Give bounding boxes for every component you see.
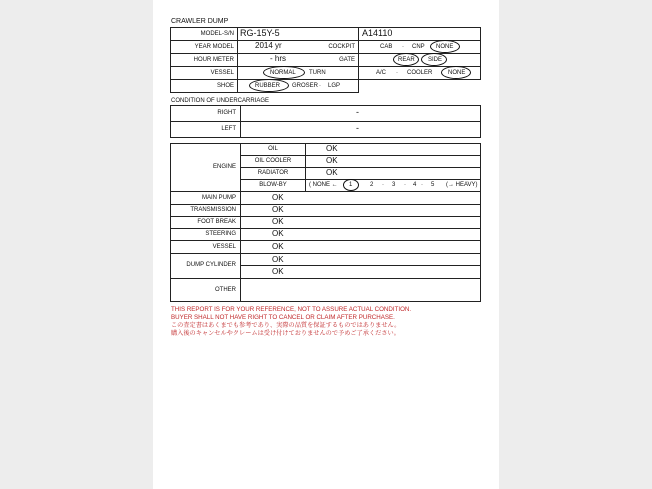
year-label: YEAR MODEL bbox=[194, 44, 234, 50]
steering-label: STEERING bbox=[205, 231, 236, 237]
radiator-value: OK bbox=[326, 168, 338, 177]
cockpit-selected-circle bbox=[430, 40, 460, 53]
blowby-scale-right: (→ HEAVY) bbox=[446, 182, 478, 188]
shoe-option-groser: GROSER bbox=[292, 83, 319, 89]
gate-label: GATE bbox=[339, 57, 355, 63]
disclaimer-line-1: THIS REPORT IS FOR YOUR REFERENCE, NOT TO ASSURE ACTUAL CONDITION. bbox=[171, 306, 412, 313]
shoe-option-rubber: RUBBER bbox=[255, 83, 281, 89]
main-pump-label: MAIN PUMP bbox=[201, 195, 236, 201]
gate-side-circle bbox=[421, 53, 447, 66]
model-value: RG-15Y-5 bbox=[240, 28, 280, 38]
ac-selected-circle bbox=[441, 66, 471, 79]
cockpit-label: COCKPIT bbox=[328, 44, 355, 50]
vessel-condition-value: OK bbox=[272, 242, 284, 251]
transmission-label: TRANSMISSION bbox=[190, 207, 236, 213]
transmission-value: OK bbox=[272, 205, 284, 214]
blowby-scale-left: ( NONE ← bbox=[309, 182, 338, 188]
gate-option-side: SIDE bbox=[428, 57, 443, 63]
right-label: RIGHT bbox=[217, 110, 236, 116]
blowby-sep-3: · bbox=[421, 182, 423, 188]
cockpit-option-cab: CAB bbox=[380, 44, 393, 50]
shoe-option-lgp: LGP bbox=[328, 83, 341, 89]
oil-cooler-label: OIL COOLER bbox=[254, 158, 292, 164]
left-value: - bbox=[356, 123, 359, 133]
model-label: MODEL-S/N bbox=[200, 31, 234, 37]
steering-value: OK bbox=[272, 229, 284, 238]
gate-option-rear: REAR bbox=[398, 57, 415, 63]
vessel-selected-circle bbox=[263, 66, 305, 79]
radiator-label: RADIATOR bbox=[257, 170, 289, 176]
cockpit-option-cnp: CNP bbox=[412, 44, 425, 50]
disclaimer-line-3: この査定書はあくまでも参考であり、実際の品質を保証するものではありません。 bbox=[171, 322, 401, 329]
ac-option-cooler: COOLER bbox=[407, 70, 433, 76]
gate-rear-circle bbox=[393, 53, 419, 66]
blowby-selected-circle bbox=[343, 179, 359, 191]
left-label: LEFT bbox=[221, 126, 236, 132]
hour-label: HOUR METER bbox=[193, 57, 234, 63]
vessel-condition-label: VESSEL bbox=[212, 244, 236, 250]
shoe-sep: · bbox=[319, 83, 321, 89]
vessel-option-turn: TURN bbox=[309, 70, 326, 76]
blowby-level-3: 3 bbox=[392, 182, 396, 188]
year-value: 2014 yr bbox=[255, 41, 282, 50]
other-label: OTHER bbox=[215, 287, 236, 293]
report-title: CRAWLER DUMP bbox=[171, 18, 229, 25]
cockpit-option-none: NONE bbox=[436, 44, 454, 50]
foot-break-label: FOOT BREAK bbox=[197, 219, 236, 225]
main-pump-value: OK bbox=[272, 193, 284, 202]
shoe-label: SHOE bbox=[216, 83, 234, 89]
ac-option-none: NONE bbox=[448, 70, 466, 76]
blowby-label: BLOW-BY bbox=[259, 182, 287, 188]
oil-cooler-value: OK bbox=[326, 156, 338, 165]
report-sheet bbox=[153, 0, 499, 489]
ac-label: A/C bbox=[376, 70, 387, 76]
dump-cylinder-label: DUMP CYLINDER bbox=[186, 262, 236, 268]
serial-value: A14110 bbox=[362, 28, 393, 38]
engine-label: ENGINE bbox=[212, 164, 236, 170]
vessel-option-normal: NORMAL bbox=[270, 70, 296, 76]
foot-break-value: OK bbox=[272, 217, 284, 226]
right-value: - bbox=[356, 107, 359, 117]
dump-cylinder-value-1: OK bbox=[272, 255, 284, 264]
oil-label: OIL bbox=[268, 146, 278, 152]
disclaimer-line-2: BUYER SHALL NOT HAVE RIGHT TO CANCEL OR CLAIM AFTER PURCHASE. bbox=[171, 314, 395, 321]
blowby-level-5: 5 bbox=[431, 182, 435, 188]
blowby-level-1: 1 bbox=[349, 182, 353, 188]
blowby-level-2: 2 bbox=[370, 182, 374, 188]
blowby-level-4: 4 bbox=[413, 182, 417, 188]
blowby-sep-2: · bbox=[404, 182, 406, 188]
hour-value: - hrs bbox=[270, 54, 286, 63]
vessel-label: VESSEL bbox=[210, 70, 234, 76]
oil-value: OK bbox=[326, 144, 338, 153]
blowby-sep-1: · bbox=[382, 182, 384, 188]
disclaimer-line-4: 購入後のキャンセルやクレームは受け付けておりませんので予めご了承ください。 bbox=[171, 330, 400, 337]
ac-sep: · bbox=[396, 70, 398, 76]
cockpit-sep: · bbox=[402, 44, 404, 50]
undercarriage-heading: CONDITION OF UNDERCARRIAGE bbox=[171, 98, 270, 104]
dump-cylinder-value-2: OK bbox=[272, 267, 284, 276]
shoe-selected-circle bbox=[249, 79, 289, 92]
